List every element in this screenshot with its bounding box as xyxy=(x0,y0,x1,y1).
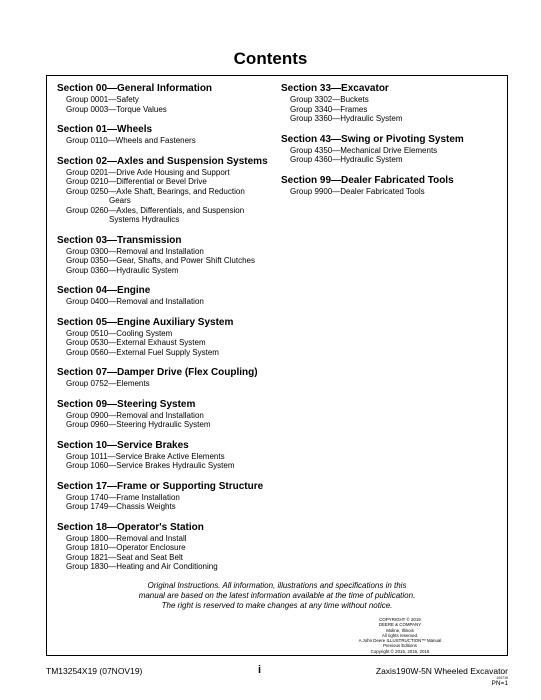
contents-left-column xyxy=(57,83,277,582)
section-title[interactable]: Section 00—General Information xyxy=(57,83,213,94)
section-title[interactable]: Section 10—Service Brakes xyxy=(57,439,189,451)
publication-notice xyxy=(46,581,508,611)
notice-line: manual are based on the latest information available at the time of publication. xyxy=(138,591,416,600)
group-link-text: Group 0260—Axles, Differentials, and Suspension xyxy=(66,205,245,215)
group-link[interactable]: Group 0960—Steering Hydraulic System xyxy=(66,420,211,429)
section-09 xyxy=(57,399,277,430)
group-link-continuation: Systems Hydraulics xyxy=(109,215,180,224)
section-title[interactable]: Section 03—Transmission xyxy=(57,234,182,246)
section-title[interactable]: Section 43—Swing or Pivoting System xyxy=(281,133,464,145)
group-link[interactable]: Group 1830—Heating and Air Conditioning xyxy=(66,562,218,571)
group-link[interactable]: Group 1011—Service Brake Active Elements xyxy=(66,451,225,461)
section-title[interactable]: Section 07—Damper Drive (Flex Coupling) xyxy=(57,367,258,378)
footer-right-block xyxy=(376,666,508,688)
group-link-continuation: Gears xyxy=(109,196,131,205)
section-00 xyxy=(57,83,277,114)
group-link[interactable]: Group 0003—Torque Values xyxy=(66,104,167,114)
section-05 xyxy=(57,317,277,358)
section-title[interactable]: Section 17—Frame or Supporting Structure xyxy=(57,480,264,492)
footer-small-code: 100719 xyxy=(496,676,508,680)
footer-product: Zaxis190W-5N Wheeled Excavator xyxy=(375,666,508,676)
group-link[interactable]: Group 0300—Removal and Installation xyxy=(66,246,204,256)
group-link[interactable]: Group 1800—Removal and Install xyxy=(66,533,187,543)
section-title[interactable]: Section 09—Steering System xyxy=(57,398,196,410)
notice-line: Original Instructions. All information, illustrations and specifications in this xyxy=(147,581,407,590)
notice-line: The right is reserved to make changes at any time without notice. xyxy=(161,601,393,610)
group-link[interactable]: Group 0110—Wheels and Fasteners xyxy=(66,136,196,145)
copyright-block xyxy=(320,617,480,654)
group-link[interactable]: Group 1060—Service Brakes Hydraulic System xyxy=(66,461,235,470)
copyright-line: Moline, Illinois xyxy=(386,627,414,633)
group-link[interactable]: Group 3302—Buckets xyxy=(290,95,369,104)
group-link[interactable]: Group 0752—Elements xyxy=(66,379,150,388)
copyright-line: COPYRIGHT © 2019 xyxy=(379,617,421,622)
section-title[interactable]: Section 99—Dealer Fabricated Tools xyxy=(281,174,454,186)
section-43 xyxy=(281,134,501,165)
group-link[interactable]: Group 1749—Chassis Weights xyxy=(66,502,176,511)
group-link[interactable]: Group 4350—Mechanical Drive Elements xyxy=(290,145,438,155)
group-link[interactable]: Group 0350—Gear, Shafts, and Power Shift Clutches xyxy=(66,256,255,265)
copyright-line: All rights reserved. xyxy=(381,632,419,638)
section-07 xyxy=(57,367,277,389)
group-link[interactable]: Group 0400—Removal and Installation xyxy=(66,297,204,306)
footer-page-number: i xyxy=(258,664,262,676)
section-10 xyxy=(57,440,277,471)
group-link[interactable]: Group 0530—External Exhaust System xyxy=(66,338,206,347)
group-link[interactable]: Group 0360—Hydraulic System xyxy=(66,265,179,275)
copyright-line: A John Deere ILLUSTRUCTION™ Manual xyxy=(358,638,442,644)
group-link[interactable]: Group 0210—Differential or Bevel Drive xyxy=(66,177,207,186)
group-link[interactable]: Group 0560—External Fuel Supply System xyxy=(66,347,219,357)
section-17 xyxy=(57,481,277,512)
copyright-line: DEERE & COMPANY xyxy=(378,622,422,628)
section-03 xyxy=(57,235,277,276)
group-link[interactable]: Group 1821—Seat and Seat Belt xyxy=(66,552,183,562)
section-33 xyxy=(281,83,501,124)
group-link[interactable]: Group 4360—Hydraulic System xyxy=(290,155,403,164)
group-link[interactable]: Group 1810—Operator Enclosure xyxy=(66,543,186,552)
bottom-rule xyxy=(46,655,508,656)
section-01 xyxy=(57,124,277,146)
section-18 xyxy=(57,522,277,572)
group-link[interactable]: Group 0201—Drive Axle Housing and Support xyxy=(66,167,230,177)
section-title[interactable]: Section 05—Engine Auxiliary System xyxy=(57,316,234,328)
section-04 xyxy=(57,285,277,307)
group-link[interactable]: Group 0900—Removal and Installation xyxy=(66,410,204,420)
group-link[interactable]: Group 0510—Cooling System xyxy=(66,328,173,338)
section-title[interactable]: Section 02—Axles and Suspension Systems xyxy=(57,155,268,167)
copyright-line: Copyright © 2015, 2016, 2018 xyxy=(370,648,430,654)
group-link[interactable]: Group 1740—Frame Installation xyxy=(66,492,180,502)
group-link[interactable]: Group 3340—Frames xyxy=(290,104,368,114)
section-title[interactable]: Section 01—Wheels xyxy=(57,124,153,135)
section-02 xyxy=(57,156,277,225)
group-link-text: Group 0250—Axle Shaft, Bearings, and Reduction xyxy=(66,186,245,196)
group-link[interactable]: Group 9900—Dealer Fabricated Tools xyxy=(290,186,425,196)
group-link-multiline[interactable] xyxy=(57,206,277,225)
group-link[interactable]: Group 3360—Hydraulic System xyxy=(290,114,403,123)
page-title: Contents xyxy=(233,49,308,68)
section-title[interactable]: Section 33—Excavator xyxy=(281,83,389,94)
footer-doc-id: TM13254X19 (07NOV19) xyxy=(46,666,143,676)
copyright-line: Previous Editions xyxy=(383,643,417,649)
section-99 xyxy=(281,175,501,197)
group-link-multiline[interactable] xyxy=(57,187,277,206)
group-link[interactable]: Group 0001—Safety xyxy=(66,95,139,104)
section-title[interactable]: Section 04—Engine xyxy=(57,285,151,296)
footer-pn: PN=1 xyxy=(491,680,508,687)
contents-right-column xyxy=(281,83,501,206)
section-title[interactable]: Section 18—Operator's Station xyxy=(57,521,204,533)
